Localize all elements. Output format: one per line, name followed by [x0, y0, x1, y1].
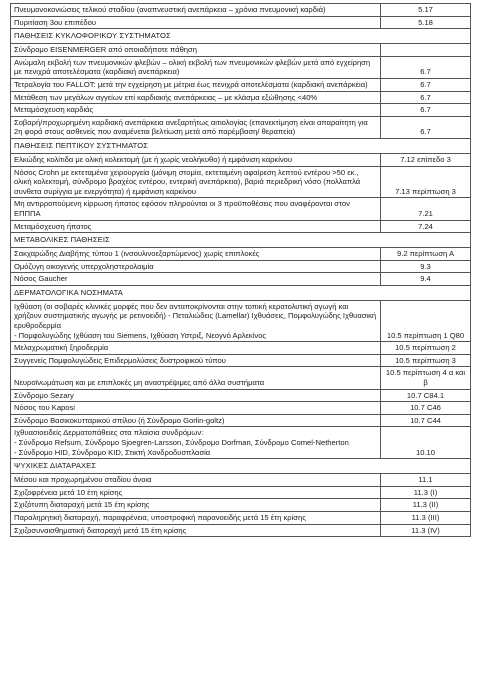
section-header-row	[11, 285, 471, 300]
table-row	[11, 354, 471, 367]
reference-cell: 9.2 περίπτωση Α	[381, 248, 471, 261]
table-row	[11, 367, 471, 389]
condition-cell: Μη αντιρροπούμενη κίρρωση ήπατος εφόσον πληρούνται οι 3 προϋποθέσεις που αναφέρονται στον ΕΠΠΠΑ	[11, 198, 381, 220]
condition-line: - Σύνδρομο Refsum, Σύνδρομο Sjoegren-Larsson, Σύνδρομο Dorfman, Σύνδρομο Comel-Netherton	[14, 438, 349, 447]
table-row	[11, 414, 471, 427]
table-row	[11, 524, 471, 537]
reference-cell: 5.17	[381, 4, 471, 17]
reference-cell: 11.1	[381, 474, 471, 487]
reference-cell: 6.7	[381, 104, 471, 117]
reference-cell: 10.7 C44	[381, 414, 471, 427]
reference-cell: 6.7	[381, 78, 471, 91]
condition-cell: Ελκώδης κολίτιδα με ολική κολεκτομή (με ή χωρίς νεολήκυθο) ή εμφάνιση καρκίνου	[11, 153, 381, 166]
table-row	[11, 78, 471, 91]
reference-cell	[381, 44, 471, 57]
reference-cell: 10.5 περίπτωση 1 Q80	[381, 300, 471, 341]
reference-cell: 6.7	[381, 91, 471, 104]
table-row	[11, 56, 471, 78]
condition-cell: Σύνδρομο Sezary	[11, 389, 381, 402]
reference-cell: 7.21	[381, 198, 471, 220]
condition-cell: Ανώμαλη εκβολή των πνευμονικών φλεβών – ολική εκβολή των πνευμονικών φλεβών μετά από εγχείρηση με πενιχρά αποτελέσματα (καρδιακή ανεπάρκεια)	[11, 56, 381, 78]
reference-cell: 10.7 C84.1	[381, 389, 471, 402]
condition-cell: Μέσου και προχωρημένου σταδίου άνοια	[11, 474, 381, 487]
reference-cell: 10.5 περίπτωση 3	[381, 354, 471, 367]
reference-cell: 10.10	[381, 427, 471, 459]
table-row	[11, 198, 471, 220]
condition-cell: Σχιζότυπη διαταραχή μετά 15 έτη κρίσης	[11, 499, 381, 512]
table-row	[11, 389, 471, 402]
condition-line: Ιχθύαση (οι σοβαρές κλινικές μορφές που δεν ανταποκρίνονται στην τοπική κερατολυτική αγωγή και χρήζουν συστηματικής αγωγής με ρετινοειδή) - Πεταλιώδεις (Lamellar) Ιχθυάσεις, Πομφολυγώδης Ιχθυασική ερυθροδερμία	[14, 301, 377, 331]
condition-cell: Μετάθεση των μεγάλων αγγείων επί καρδιακής ανεπάρκειας – με κλάσμα εξώθησης <40%	[11, 91, 381, 104]
table-row	[11, 166, 471, 198]
condition-cell: Νόσος Crohn με εκτεταμένα χειρουργεία (μόνιμη στομία, εκτεταμένη αφαίρεση λεπτού εντέρου >50 εκ., ολική κολεκτομή, σύνδρομο βραχέος εντέρου, εντερική ανεπάρκεια), βαριά περιεδρική νόσο (πολλαπλά συνθετα συρίγγια με ενεργότητα) ή εμφάνιση καρκίνου	[11, 166, 381, 198]
condition-cell	[11, 300, 381, 341]
reference-cell: 9.3	[381, 260, 471, 273]
condition-line: Ιχθυασιοειδείς Δερματοπάθειες στα πλαίσια συνδρόμων:	[14, 428, 204, 438]
reference-cell: 11.3 (I)	[381, 486, 471, 499]
condition-cell: Σχιζοσυναισθηματική διαταραχή μετά 15 έτη κρίσης	[11, 524, 381, 537]
table-row	[11, 104, 471, 117]
table-row	[11, 474, 471, 487]
condition-cell: Μεταμόσχευση ήπατος	[11, 220, 381, 233]
table-row	[11, 486, 471, 499]
condition-cell: Ομόζυγη οικογενής υπερχοληστερολαιμία	[11, 260, 381, 273]
table-row	[11, 44, 471, 57]
reference-cell: 6.7	[381, 56, 471, 78]
condition-cell: Νόσος Gaucher	[11, 273, 381, 286]
table-row	[11, 220, 471, 233]
condition-cell: Συγγενείς Πομφολυγώδεις Επιδερμολύσεις δυστροφικού τύπου	[11, 354, 381, 367]
condition-cell: Πνευμονοκονιώσεις τελικού σταδίου (αναπνευστική ανεπάρκεια – χρόνια πνευμονική καρδιά)	[11, 4, 381, 17]
reference-cell: 5.18	[381, 16, 471, 29]
table-row	[11, 499, 471, 512]
table-row	[11, 402, 471, 415]
document-page	[10, 3, 470, 537]
section-title: ΨΥΧΙΚΕΣ ΔΙΑΤΑΡΑΧΕΣ	[11, 459, 471, 474]
reference-cell: 10.7 C46	[381, 402, 471, 415]
condition-line: - Σύνδρομο HID, Σύνδρομο KID, Στικτή Χονδροδυσπλασία	[14, 447, 211, 457]
table-row	[11, 248, 471, 261]
condition-cell: Σακχαρώδης Διαβήτης τύπου 1 (ινσουλινοεξαρτώμενος) χωρίς επιπλοκές	[11, 248, 381, 261]
section-title: ΜΕΤΑΒΟΛΙΚΕΣ ΠΑΘΗΣΕΙΣ	[11, 233, 471, 248]
reference-cell: 10.5 περίπτωση 4 α και β	[381, 367, 471, 389]
reference-cell: 7.13 περίπτωση 3	[381, 166, 471, 198]
section-header-row	[11, 29, 471, 44]
section-header-row	[11, 459, 471, 474]
table-row	[11, 342, 471, 355]
condition-cell: Σύνδρομο Βασικοκυτταρικού σπίλου (ή Σύνδρομο Gorlin-goltz)	[11, 414, 381, 427]
reference-cell: 11.3 (IV)	[381, 524, 471, 537]
section-header-row	[11, 233, 471, 248]
section-title: ΔΕΡΜΑΤΟΛΟΓΙΚΑ ΝΟΣΗΜΑΤΑ	[11, 285, 471, 300]
condition-cell: Παραληρητική διαταραχή, παραφρένεια, υποστροφική παρανοειδής μετά 15 έτη κρίσης	[11, 511, 381, 524]
condition-cell	[11, 427, 381, 459]
table-row	[11, 427, 471, 459]
section-header-row	[11, 138, 471, 153]
condition-cell: Μελαχρωματική ξηροδερμία	[11, 342, 381, 355]
table-row	[11, 16, 471, 29]
section-title: ΠΑΘΗΣΕΙΣ ΠΕΠΤΙΚΟΥ ΣΥΣΤΗΜΑΤΟΣ	[11, 138, 471, 153]
reference-cell: 10.5 περίπτωση 2	[381, 342, 471, 355]
table-row	[11, 300, 471, 341]
condition-cell: Σύνδρομο EISENMERGER από οποιαδήποτε πάθηση	[11, 44, 381, 57]
conditions-table-body	[11, 4, 471, 537]
condition-cell: Πυριτίαση 3ου επιπέδου	[11, 16, 381, 29]
condition-cell: Μεταμόσχευση καρδιάς	[11, 104, 381, 117]
condition-cell: Νευροϊνωμάτωση και με επιπλοκές μη αναστρέψιμες από άλλα συστήματα	[11, 367, 381, 389]
section-title: ΠΑΘΗΣΕΙΣ ΚΥΚΛΟΦΟΡΙΚΟΥ ΣΥΣΤΗΜΑΤΟΣ	[11, 29, 471, 44]
conditions-table	[10, 3, 471, 537]
reference-cell: 11.3 (II)	[381, 499, 471, 512]
table-row	[11, 511, 471, 524]
table-row	[11, 273, 471, 286]
condition-cell: Σχιζοφρένεια μετά 10 έτη κρίσης	[11, 486, 381, 499]
table-row	[11, 4, 471, 17]
table-row	[11, 91, 471, 104]
reference-cell: 9.4	[381, 273, 471, 286]
table-row	[11, 153, 471, 166]
table-row	[11, 260, 471, 273]
condition-cell: Νόσος του Kaposi	[11, 402, 381, 415]
reference-cell: 6.7	[381, 116, 471, 138]
reference-cell: 7.24	[381, 220, 471, 233]
reference-cell: 11.3 (III)	[381, 511, 471, 524]
table-row	[11, 116, 471, 138]
reference-cell: 7.12 επίπεδο 3	[381, 153, 471, 166]
condition-cell: Τετραλογία του FALLOT: μετά την εγχείρηση με μέτρια έως πενιχρά αποτελέσματα (καρδιακή ανεπάρκεια)	[11, 78, 381, 91]
condition-cell: Σοβαρή/προχωρημένη καρδιακή ανεπάρκεια ανεξαρτήτως αιτιολογίας (επανεκτίμηση είναι απαραίτητη για 2η φορά στους ασθενείς που αναμένεται βελτίωση μετά από παρέμβαση/ θεραπεία)	[11, 116, 381, 138]
condition-line: - Πομφολυγώδης Ιχθύαση του Siemens, Ιχθύαση Υστριξ, Νεογνό Αρλεκίνος	[14, 330, 267, 340]
